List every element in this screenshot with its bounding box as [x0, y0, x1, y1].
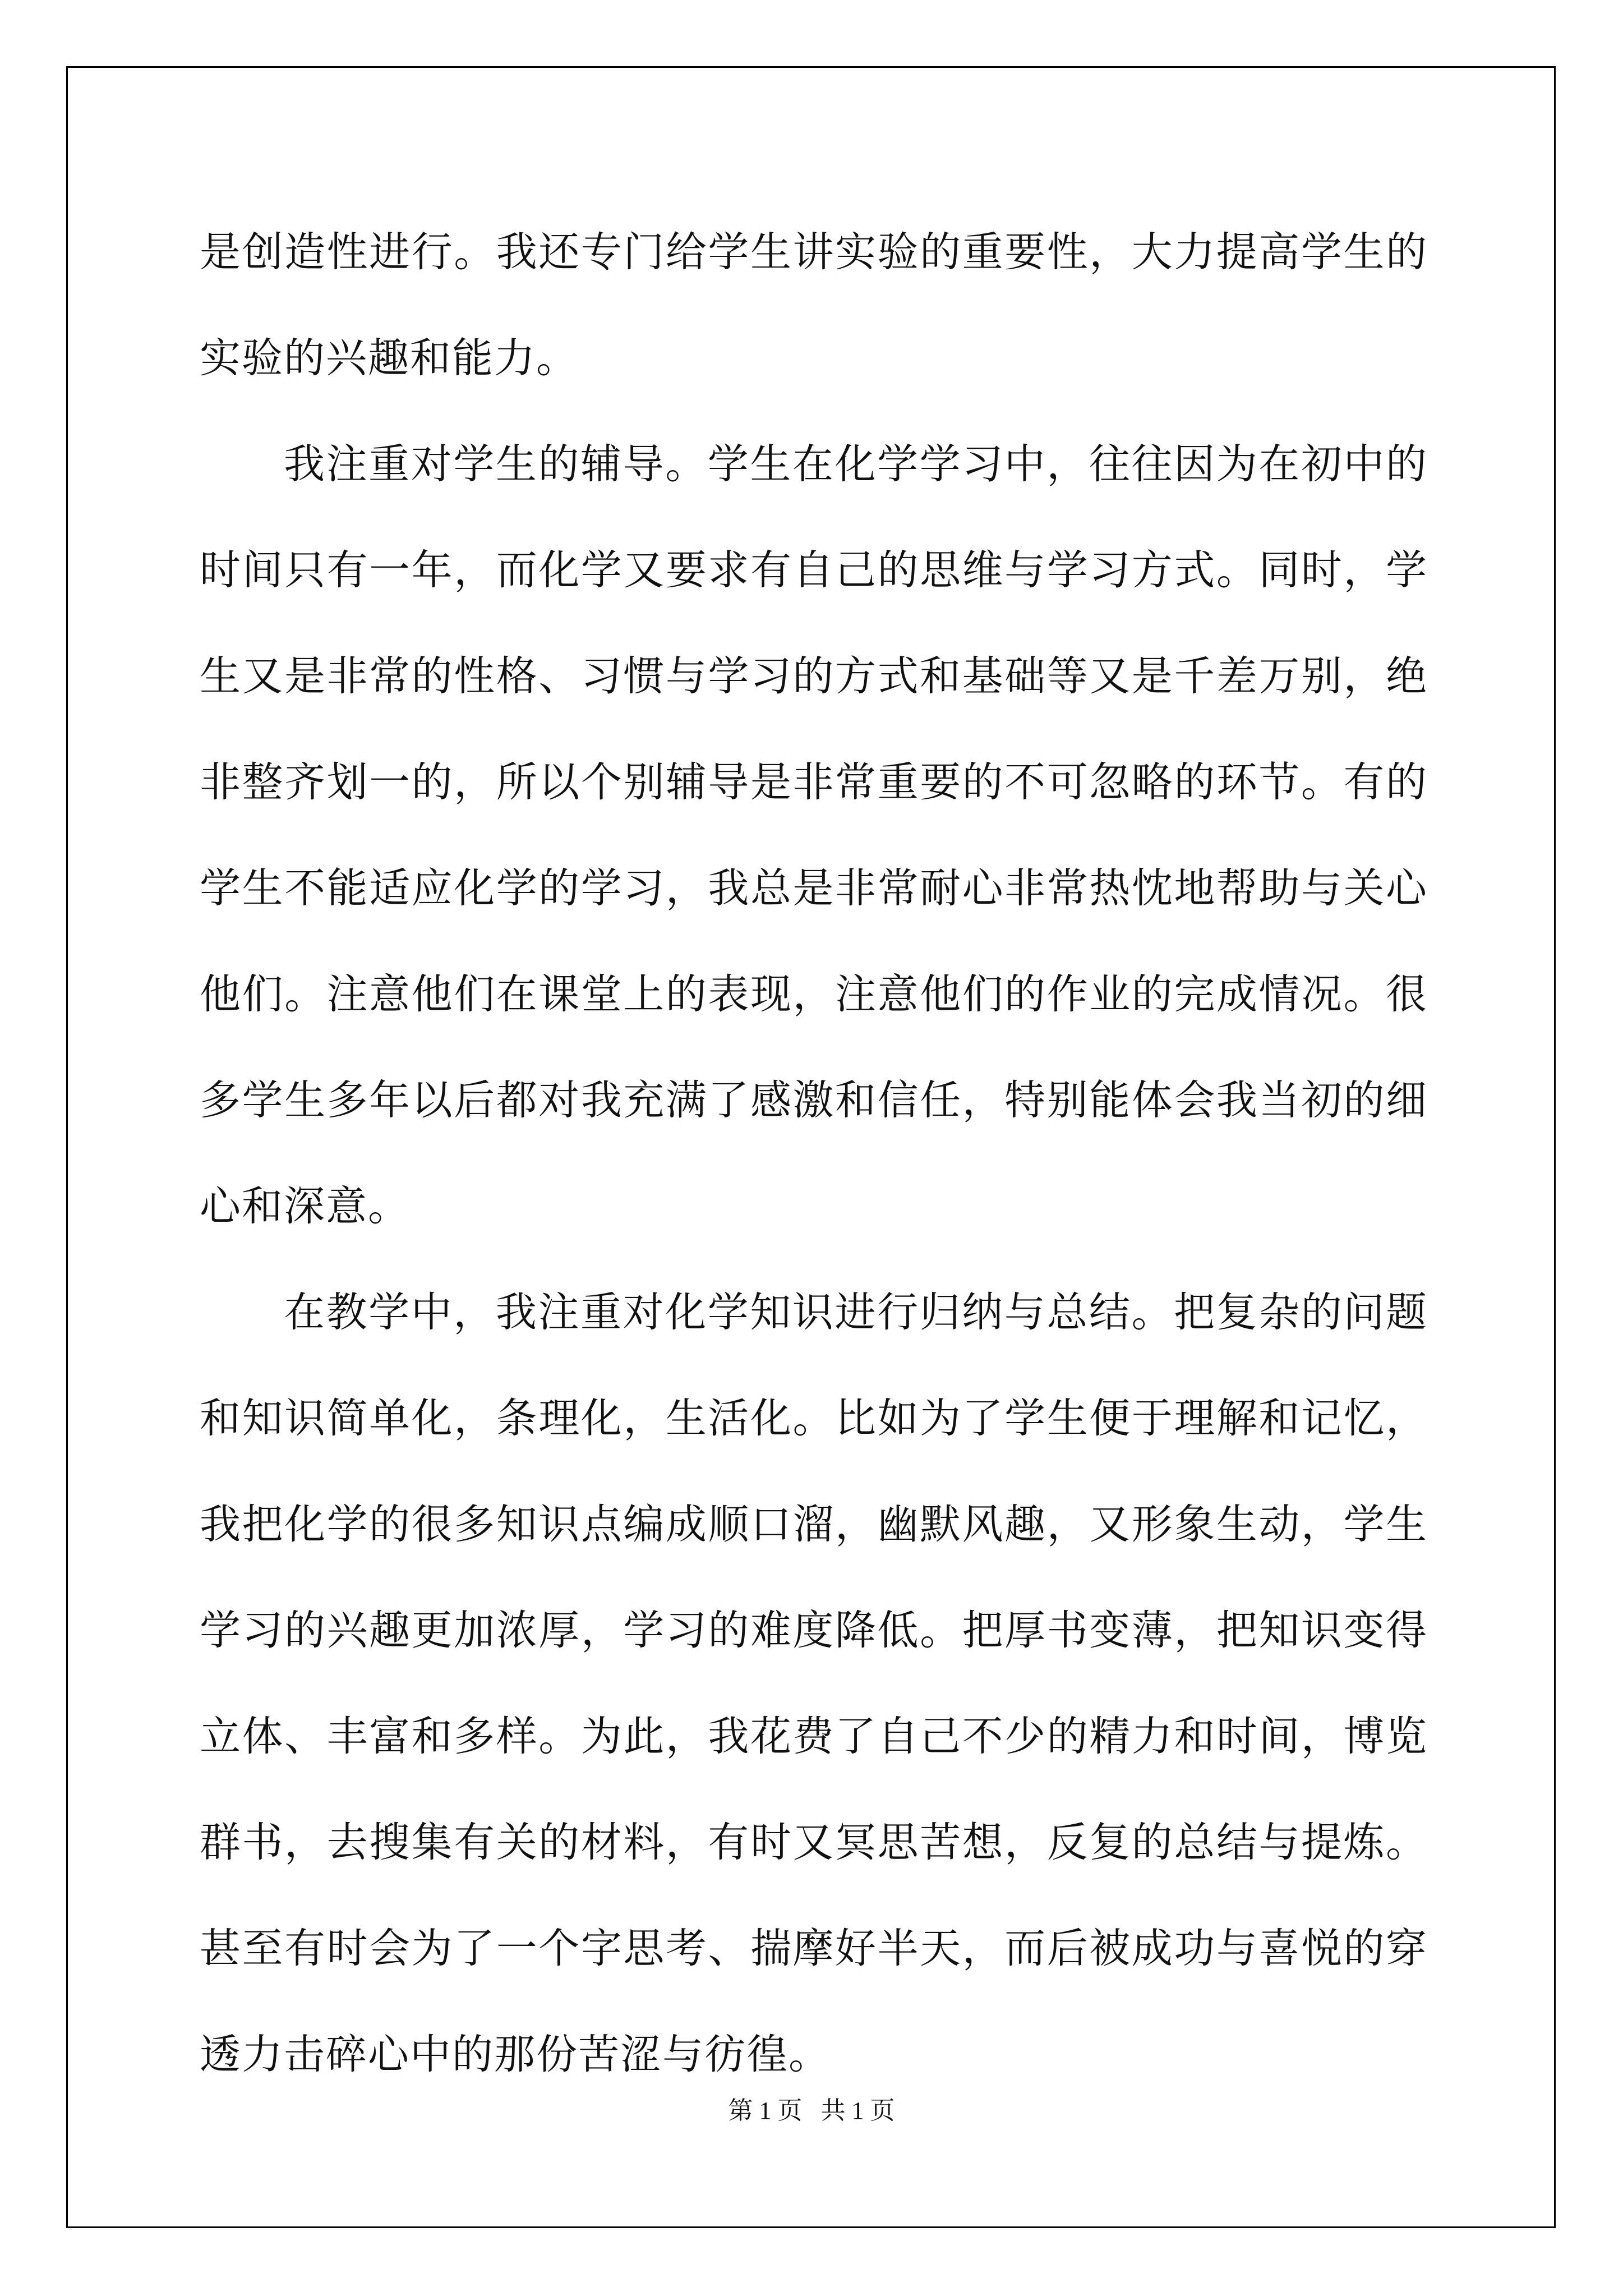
- paragraph-2: 我注重对学生的辅导。学生在化学学习中，往往因为在初中的时间只有一年，而化学又要求有自己的思维与学习方式。同时，学生又是非常的性格、习惯与学习的方式和基础等又是千差万别，绝非整齐划一的，所以个别辅导是非常重要的不可忽略的环节。有的学生不能适应化学的学习，我总是非常耐心非常热忱地帮助与关心他们。注意他们在课堂上的表现，注意他们的作业的完成情况。很多学生多年以后都对我充满了感激和信任，特别能体会我当初的细心和深意。: [200, 440, 1428, 1230]
- paragraph-1: 是创造性进行。我还专门给学生讲实验的重要性，大力提高学生的实验的兴趣和能力。: [200, 228, 1428, 382]
- document-body: [200, 199, 1428, 2108]
- paragraph-3: 在教学中，我注重对化学知识进行归纳与总结。把复杂的问题和知识简单化，条理化，生活化。比如为了学生便于理解和记忆，我把化学的很多知识点编成顺口溜，幽默风趣，又形象生动，学生学习的兴趣更加浓厚，学习的难度降低。把厚书变薄，把知识变得立体、丰富和多样。为此，我花费了自己不少的精力和时间，博览群书，去搜集有关的材料，有时又冥思苦想，反复的总结与提炼。甚至有时会为了一个字思考、揣摩好半天，而后被成功与喜悦的穿透力击碎心中的那份苦涩与彷徨。: [200, 1289, 1428, 2078]
- page-number-footer: 第 1 页 共 1 页: [728, 2097, 895, 2124]
